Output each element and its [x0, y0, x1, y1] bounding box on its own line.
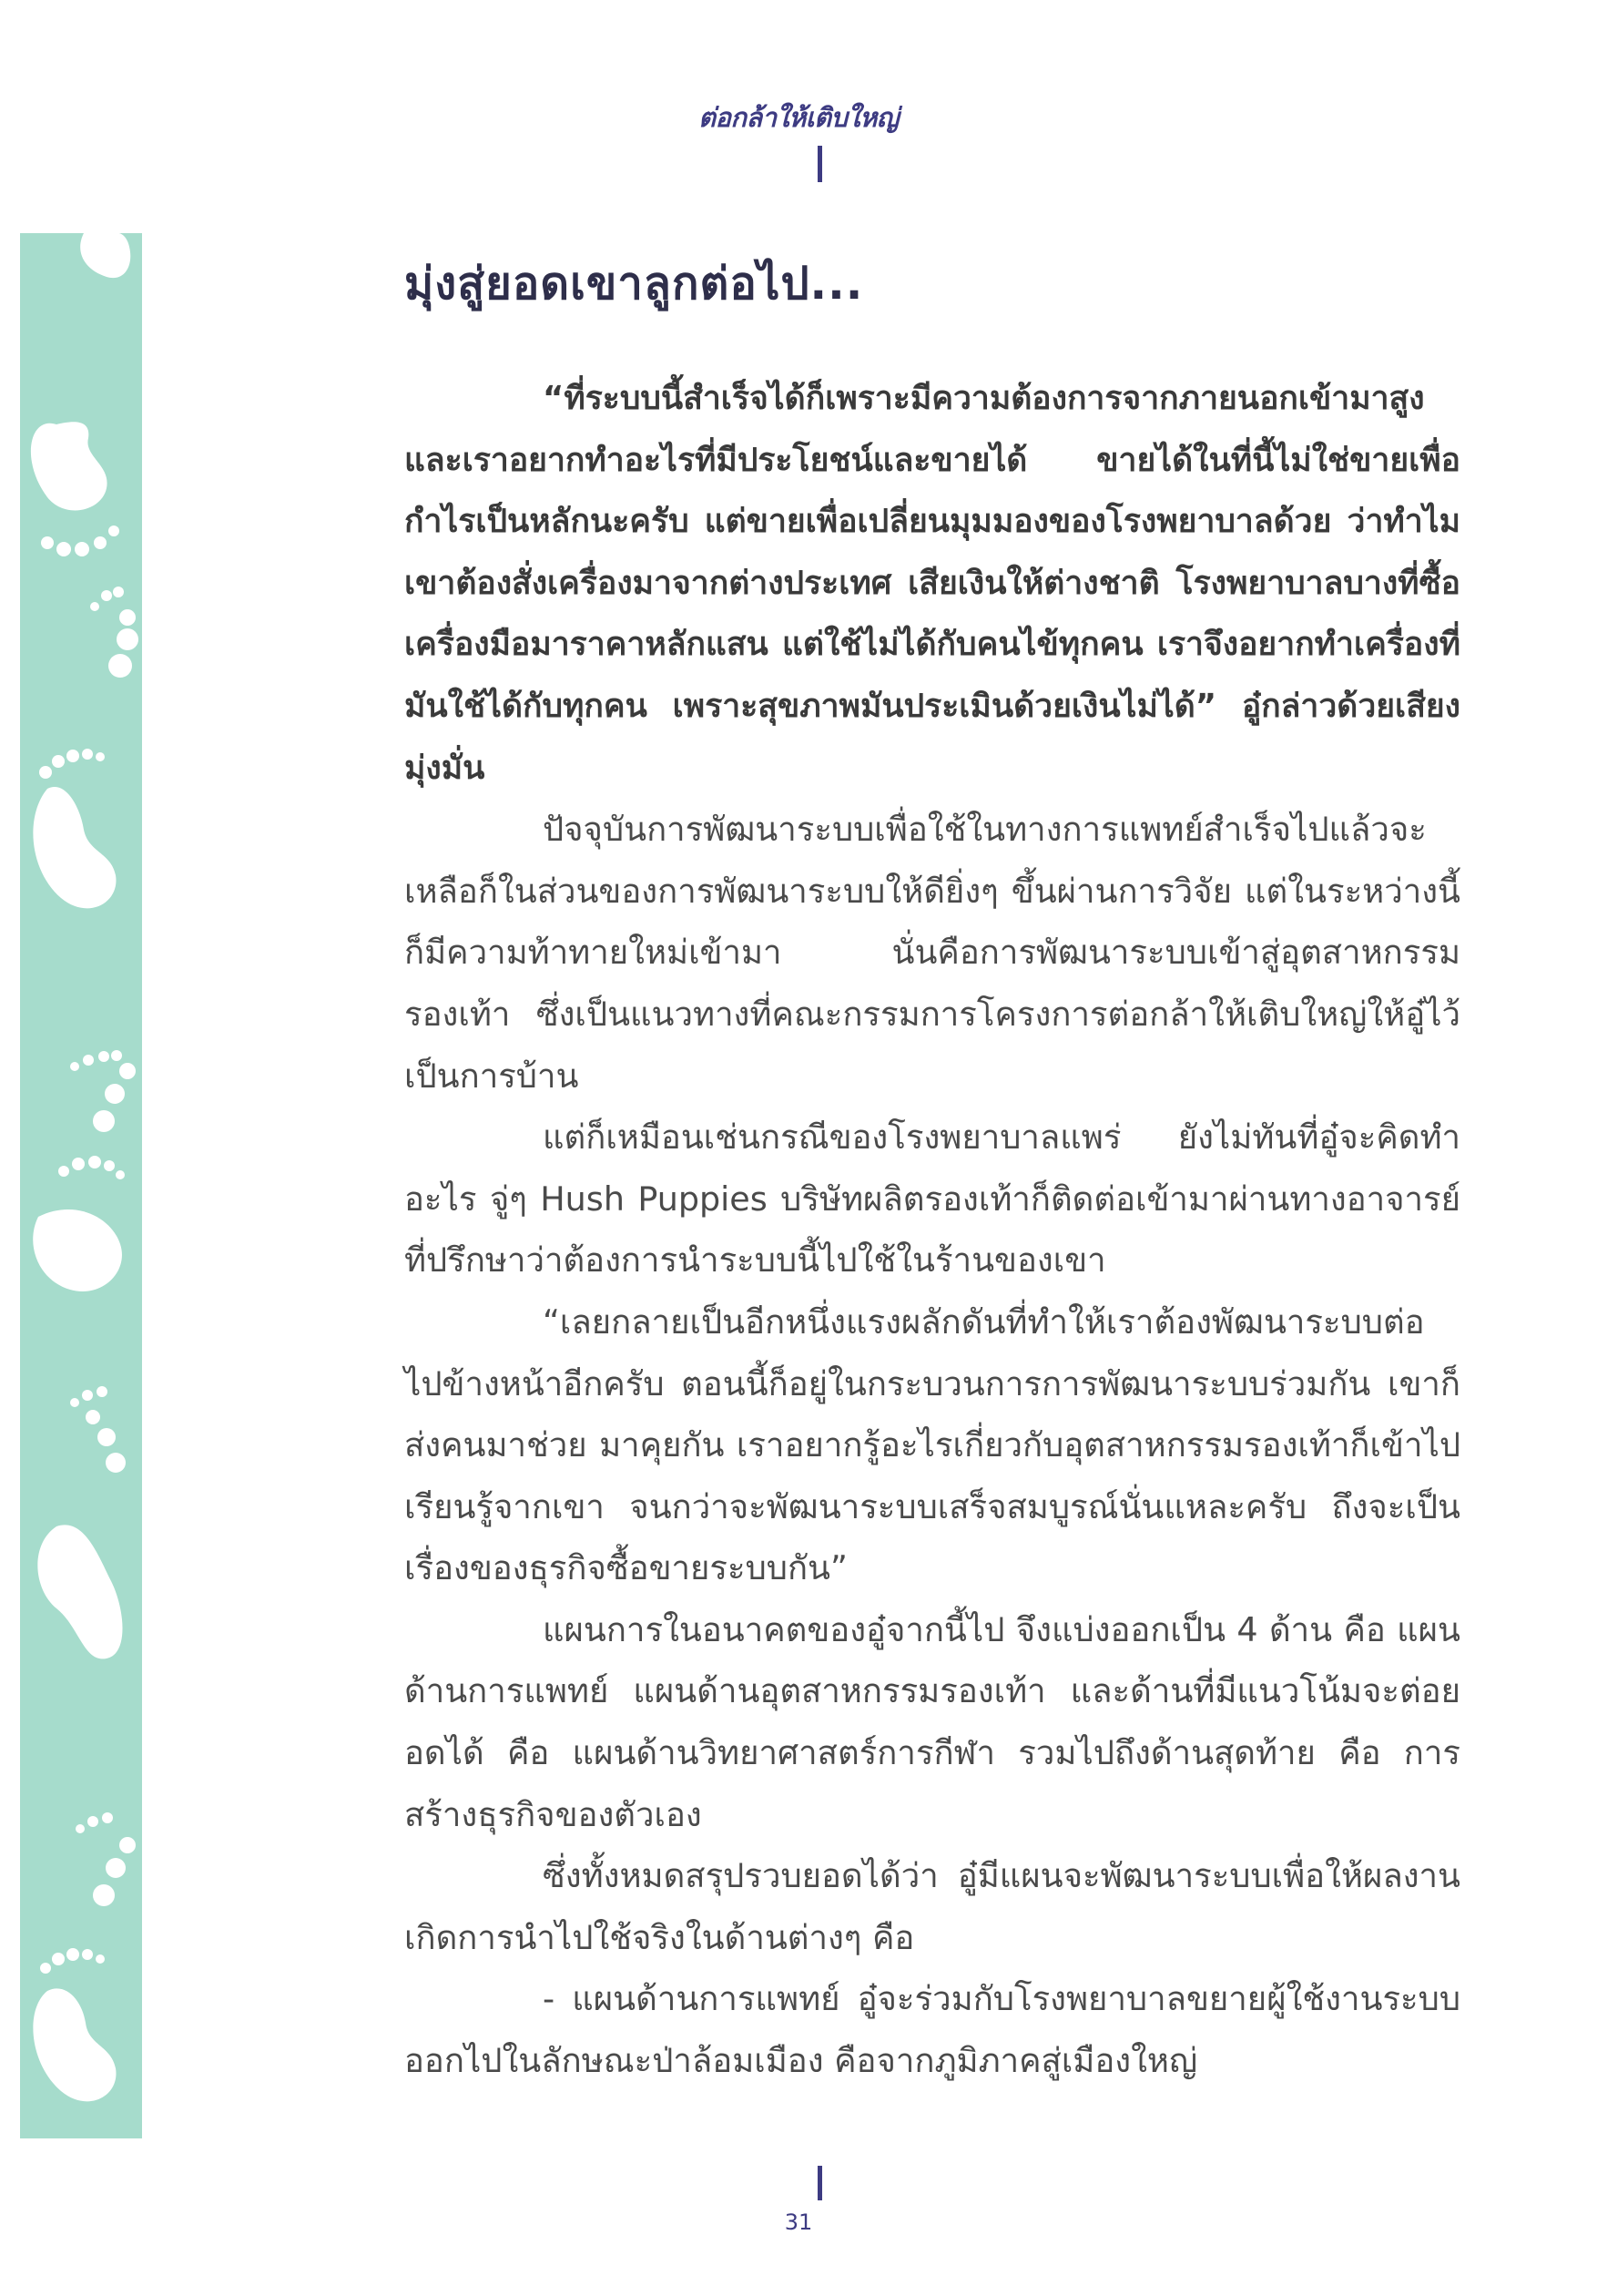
header-divider	[818, 146, 822, 182]
paragraph-5: แผนการในอนาคตของอู๋จากนี้ไป จึงแบ่งออกเป็น 4 ด้าน คือ แผนด้านการแพทย์ แผนด้านอุตสาหกรรมรองเท้า และด้านที่มีแนวโน้มจะต่อยอดได้ คือ แผนด้านวิทยาศาสตร์การกีฬา รวมไปถึงด้านสุดท้าย คือ การสร้างธุรกิจของตัวเอง	[404, 1609, 1460, 1834]
footprint-icon	[37, 1525, 122, 1658]
footprint-icon	[90, 587, 138, 678]
paragraph-quote-1: “ที่ระบบนี้สำเร็จได้ก็เพราะมีความต้องการจากภายนอกเข้ามาสูง และเราอยากทำอะไรที่มีประโยชน์และขายได้ ขายได้ในที่นี้ไม่ใช่ขายเพื่อกำไรเป็นหลักนะครับ แต่ขายเพื่อเปลี่ยนมุมมองของโรงพยาบาลด้วย ว่าทำไมเขาต้องสั่งเครื่องมาจากต่างประเทศ เสียเงินให้ต่างชาติ โรงพยาบาลบางที่ซื้อเครื่องมือมาราคาหลักแสน แต่ใช้ไม่ได้กับคนไข้ทุกคน เราจึงอยากทำเครื่องที่มันใช้ได้กับทุกคน เพราะสุขภาพมันประเมินด้วยเงินไม่ได้” อู๋กล่าวด้วยเสียงมุ่งมั่น	[404, 380, 1460, 787]
page-number: 31	[784, 2209, 813, 2235]
footer-divider	[818, 2166, 822, 2200]
footprint-pattern	[20, 233, 142, 2138]
footprint-icon	[31, 422, 119, 556]
paragraph-7: - แผนด้านการแพทย์ อู๋จะร่วมกับโรงพยาบาลขยายผู้ใช้งานระบบออกไปในลักษณะป่าล้อมเมือง คือจากภูมิภาคสู่เมืองใหญ่	[404, 1979, 1460, 2081]
section-title: มุ่งสู่ยอดเขาลูกต่อไป...	[404, 258, 864, 310]
running-header: ต่อกล้าให้เติบใหญ่	[698, 102, 899, 133]
footprint-icon	[33, 1156, 125, 1291]
paragraph-quote-4: “เลยกลายเป็นอีกหนึ่งแรงผลักดันที่ทำให้เราต้องพัฒนาระบบต่อไปข้างหน้าอีกครับ ตอนนี้ก็อยู่ในกระบวนการการพัฒนาระบบร่วมกัน เขาก็ส่งคนมาช่วย มาคุยกัน เราอยากรู้อะไรเกี่ยวกับอุตสาหกรรมรองเท้าก็เข้าไปเรียนรู้จากเขา จนกว่าจะพัฒนาระบบเสร็จสมบูรณ์นั่นแหละครับ ถึงจะเป็นเรื่องของธุรกิจซื้อขายระบบกัน”	[404, 1301, 1460, 1588]
footprint-icon	[33, 1948, 116, 2101]
paragraph-3: แต่ก็เหมือนเช่นกรณีของโรงพยาบาลแพร่ ยังไม่ทันที่อู๋จะคิดทำอะไร จู่ๆ Hush Puppies บริษัทผลิตรองเท้าก็ติดต่อเข้ามาผ่านทางอาจารย์ที่ปรึกษาว่าต้องการนำระบบนี้ไปใช้ในร้านของเขา	[404, 1117, 1460, 1281]
footprint-icon	[80, 233, 130, 278]
footprint-icon	[70, 1386, 126, 1473]
footprint-icon	[76, 1812, 136, 1906]
paragraph-6: ซึ่งทั้งหมดสรุปรวบยอดได้ว่า อู๋มีแผนจะพัฒนาระบบเพื่อให้ผลงานเกิดการนำไปใช้จริงในด้านต่างๆ คือ	[404, 1856, 1460, 1957]
article-body	[404, 368, 1460, 2092]
paragraph-2: ปัจจุบันการพัฒนาระบบเพื่อใช้ในทางการแพทย์สำเร็จไปแล้วจะเหลือก็ในส่วนของการพัฒนาระบบให้ดียิ่งๆ ขึ้นผ่านการวิจัย แต่ในระหว่างนี้ ก็มีความท้าทายใหม่เข้ามา นั่นคือการพัฒนาระบบเข้าสู่อุตสาหกรรมรองเท้า ซึ่งเป็นแนวทางที่คณะกรรมการโครงการต่อกล้าให้เติบใหญ่ให้อู๋ไว้เป็นการบ้าน	[404, 810, 1460, 1096]
footprint-icon	[33, 749, 116, 908]
decorative-side-strip	[20, 233, 142, 2138]
footprint-icon	[70, 1050, 136, 1132]
